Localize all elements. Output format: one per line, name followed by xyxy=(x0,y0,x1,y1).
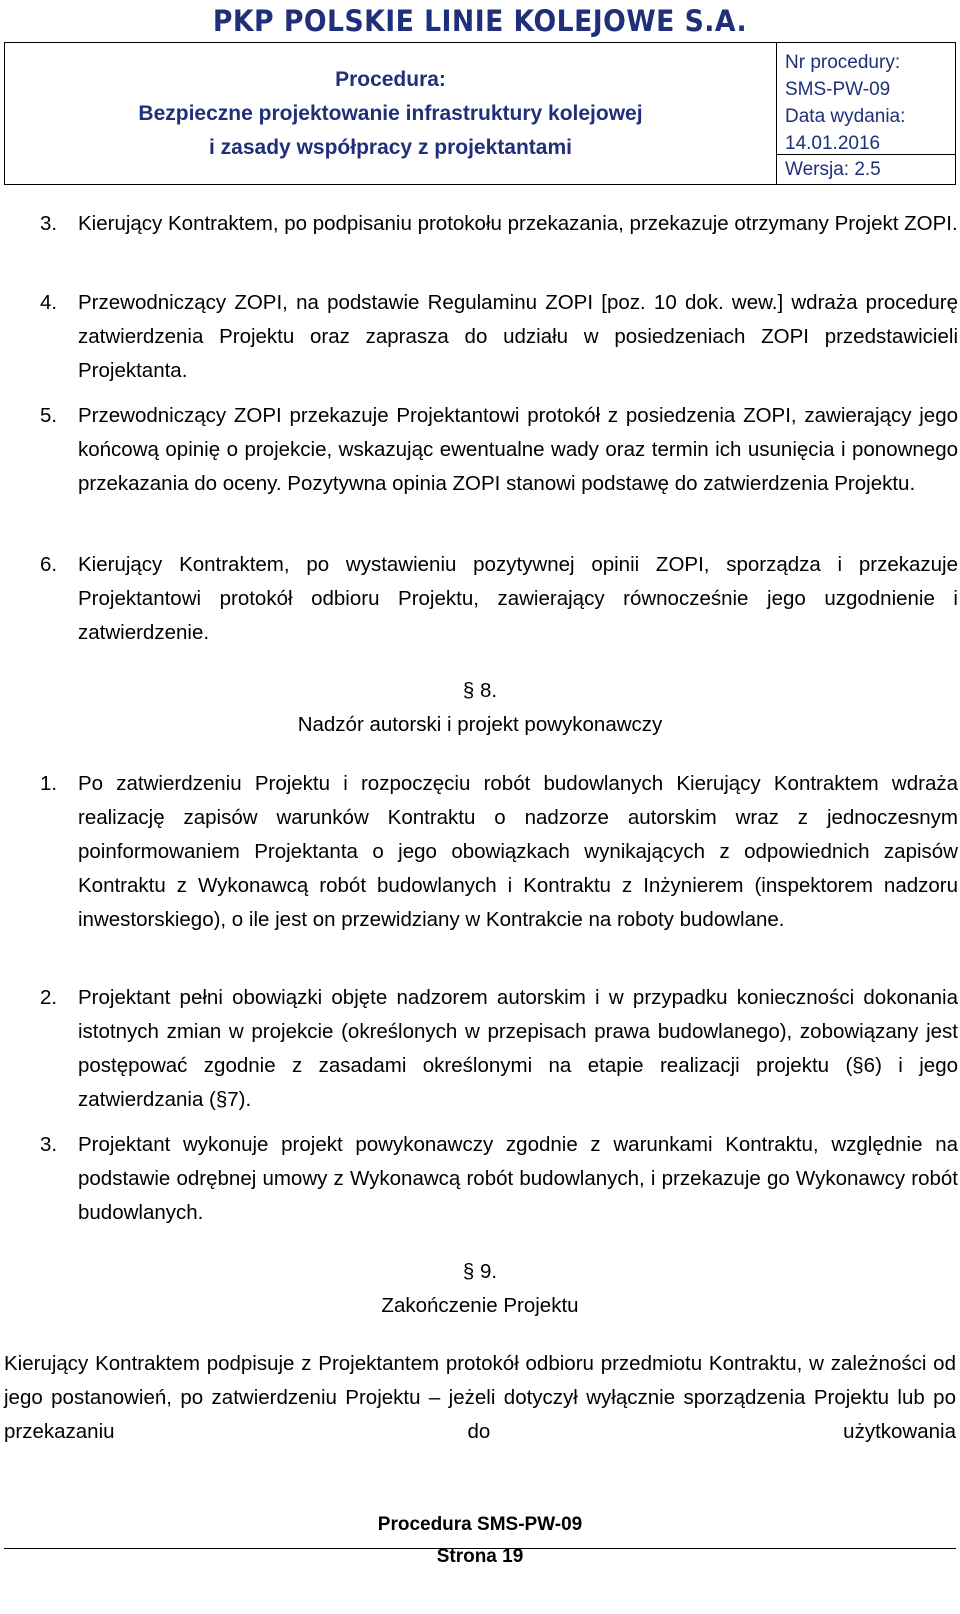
list-item xyxy=(40,207,958,241)
list-item-text: Projektant wykonuje projekt powykonawczy zgodnie z warunkami Kontraktu, względnie na podstawie odrębnej umowy z Wykonawcą robót budowlanych, i przekazuje go Wykonawcy robót budowlanych. xyxy=(78,1133,958,1224)
list-item-number: 3. xyxy=(40,1133,58,1156)
list-item xyxy=(40,767,958,937)
list-item-number: 2. xyxy=(40,986,58,1009)
procedure-title-line-2: i zasady współpracy z projektantami xyxy=(209,135,572,159)
list-item-number: 3. xyxy=(40,212,58,235)
list-item-text: Przewodniczący ZOPI przekazuje Projektantowi protokół z posiedzenia ZOPI, zawierający jego końcową opinię o projekcie, wskazując ewentualne wady oraz termin ich usunięcia i ponownego przekazania do oceny. Pozytywna opinia ZOPI stanowi podstawę do zatwierdzenia Projektu. xyxy=(78,404,958,495)
section-8-title: Nadzór autorski i projekt powykonawczy xyxy=(297,713,663,736)
issue-date-value: 14.01.2016 xyxy=(785,133,881,154)
list-item-number: 6. xyxy=(40,553,58,576)
list-item-number: 4. xyxy=(40,291,58,314)
list-item-text: Kierujący Kontraktem, po podpisaniu protokołu przekazania, przekazuje otrzymany Projekt ZOPI. xyxy=(78,212,958,235)
closing-paragraph: Kierujący Kontraktem podpisuje z Projektantem protokół odbioru przedmiotu Kontraktu, w zależności od jego postanowień, po zatwierdzeniu Projektu – jeżeli dotyczył wyłącznie sporządzenia Projektu lub po przekazaniu do użytkowania xyxy=(4,1352,956,1443)
list-item xyxy=(40,399,958,501)
list-item-text: Projektant pełni obowiązki objęte nadzorem autorskim i w przypadku konieczności dokonania istotnych zmian w projekcie (określonych w przepisach prawa budowlanego), zobowiązany jest postępować zgodnie z zasadami określonymi na etapie realizacji projektu (§6) i jego zatwierdzania (§7). xyxy=(78,986,958,1111)
list-item xyxy=(40,981,958,1117)
company-name: PKP POLSKIE LINIE KOLEJOWE S.A. xyxy=(212,4,748,38)
list-item-number: 5. xyxy=(40,404,58,427)
document-header-table xyxy=(4,42,956,185)
issue-date-label: Data wydania: xyxy=(785,106,906,127)
list-item xyxy=(40,548,958,650)
procedure-meta-cell xyxy=(777,43,955,184)
version-label: Wersja: 2.5 xyxy=(785,159,881,180)
list-item-number: 1. xyxy=(40,772,58,795)
footer-procedure: Procedura SMS-PW-09 xyxy=(377,1514,583,1535)
procedure-number-label: Nr procedury: xyxy=(785,52,901,73)
procedure-title-cell xyxy=(5,43,777,184)
procedure-title-line-1: Bezpieczne projektowanie infrastruktury kolejowej xyxy=(138,101,643,125)
procedure-meta-top xyxy=(777,43,955,155)
section-9-number: § 9. xyxy=(462,1260,498,1283)
list-item xyxy=(40,286,958,388)
section-8-number: § 8. xyxy=(462,679,498,702)
list-item xyxy=(40,1128,958,1230)
list-item-text: Kierujący Kontraktem, po wystawieniu pozytywnej opinii ZOPI, sporządza i przekazuje Projektantowi protokół odbioru Projektu, zawierający równocześnie jego uzgodnienie i zatwierdzenie. xyxy=(78,553,958,644)
list-item-text: Przewodniczący ZOPI, na podstawie Regulaminu ZOPI [poz. 10 dok. wew.] wdraża procedurę zatwierdzenia Projektu oraz zaprasza do udziału w posiedzeniach ZOPI przedstawicieli Projektanta. xyxy=(78,291,958,382)
list-item-text: Po zatwierdzeniu Projektu i rozpoczęciu robót budowlanych Kierujący Kontraktem wdraża realizację zapisów warunków Kontraktu o nadzorze autorskim wraz z jednoczesnym poinformowaniem Projektanta o jego obowiązkach wynikających z odpowiednich zapisów Kontraktu z Wykonawcą robót budowlanych i Kontraktu z Inżynierem (inspektorem nadzoru inwestorskiego), o ile jest on przewidziany w Kontrakcie na roboty budowlane. xyxy=(78,772,958,931)
procedure-number-value: SMS-PW-09 xyxy=(785,79,891,100)
procedure-label: Procedura: xyxy=(335,67,446,91)
footer-page-number: Strona 19 xyxy=(436,1546,524,1567)
section-9-title: Zakończenie Projektu xyxy=(381,1294,579,1317)
